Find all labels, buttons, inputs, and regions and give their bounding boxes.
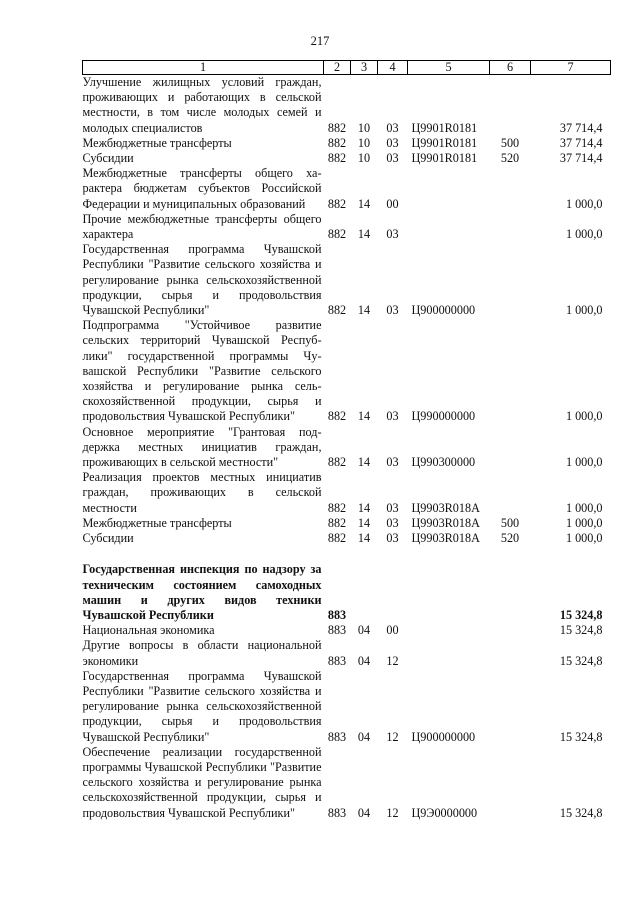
row-target-article: Ц9903R018A — [411, 500, 480, 515]
row-name: Реализация проектов местных инициатив граждан, проживающих в сельской местности — [82, 470, 322, 515]
header-cell-7: 7 — [531, 61, 611, 75]
row-expense-type — [490, 638, 531, 668]
budget-table — [82, 60, 611, 821]
row-section-code: 14 — [357, 515, 371, 530]
row-target-article: Ц9901R0181 — [411, 135, 478, 150]
row-amount: 1 000,0 — [565, 515, 603, 530]
row-subsection-code: 03 — [386, 135, 399, 150]
row-section-code: 10 — [357, 151, 371, 166]
table-row — [83, 166, 611, 212]
row-name: Межбюджетные трансферты — [82, 135, 232, 150]
row-section-code: 14 — [357, 531, 371, 546]
row-section-code: 14 — [357, 227, 371, 242]
table-body — [83, 75, 611, 821]
row-expense-type — [490, 745, 531, 821]
header-cell-4: 4 — [378, 61, 408, 75]
row-name: Обеспечение реализации государственной программы Чувашской Республики "Развитие сельского хозяйства и регулирование рынка сельскохозяйственной продукции, сырья и продовольствия Чувашской Республики" — [82, 744, 322, 820]
row-target-article — [408, 623, 490, 638]
row-name: Субсидии — [82, 151, 134, 166]
table-row — [83, 531, 611, 546]
row-amount: 15 324,8 — [559, 607, 603, 622]
row-expense-type — [490, 242, 531, 318]
row-ministry-code: 882 — [327, 531, 347, 546]
row-target-article — [408, 212, 490, 242]
header-cell-1: 1 — [83, 61, 324, 75]
row-target-article — [408, 638, 490, 668]
row-amount: 1 000,0 — [565, 409, 603, 424]
row-target-article: Ц9Э0000000 — [411, 805, 478, 820]
row-subsection-code: 03 — [386, 515, 399, 530]
row-amount: 1 000,0 — [565, 227, 603, 242]
table-row — [83, 562, 611, 623]
row-target-article — [408, 562, 490, 623]
row-section-code: 14 — [357, 303, 371, 318]
table-row — [83, 669, 611, 745]
page-number: 217 — [310, 34, 330, 48]
row-amount: 15 324,8 — [559, 653, 603, 668]
row-target-article: Ц9903R018A — [411, 531, 480, 546]
row-target-article: Ц9901R0181 — [411, 120, 478, 135]
table-row — [83, 151, 611, 166]
row-target-article: Ц900000000 — [411, 729, 476, 744]
row-ministry-code: 882 — [327, 500, 347, 515]
row-section-code: 04 — [357, 729, 371, 744]
row-expense-type — [490, 425, 531, 471]
row-expense-type — [490, 623, 531, 638]
table-row — [83, 470, 611, 516]
row-amount: 15 324,8 — [559, 729, 603, 744]
row-subsection-code: 03 — [386, 500, 399, 515]
table-row — [83, 318, 611, 424]
row-subsection-code: 00 — [386, 623, 399, 638]
row-section-code: 10 — [357, 120, 371, 135]
row-amount: 15 324,8 — [559, 623, 603, 638]
table-spacer-row — [83, 546, 611, 562]
row-expense-type: 500 — [500, 135, 520, 150]
row-section-code: 04 — [357, 623, 371, 638]
row-subsection-code: 03 — [386, 151, 399, 166]
row-section-code: 14 — [357, 500, 371, 515]
row-target-article: Ц9901R0181 — [411, 151, 478, 166]
row-ministry-code: 882 — [327, 227, 347, 242]
row-ministry-code: 882 — [327, 303, 347, 318]
row-ministry-code: 883 — [327, 729, 347, 744]
row-subsection-code: 00 — [386, 196, 399, 211]
row-ministry-code: 882 — [327, 409, 347, 424]
row-name: Субсидии — [82, 531, 134, 546]
table-row — [83, 516, 611, 531]
spacer-cell — [83, 546, 611, 562]
row-name: Межбюджетные трансферты — [82, 515, 232, 530]
table-row — [83, 745, 611, 821]
row-amount: 1 000,0 — [565, 455, 603, 470]
row-name: Государственная программа Чувашской Республики "Развитие сельского хозяйства и регулирование рынка сельскохозяйственной продукции, сырья и продовольствия Чувашской Республики" — [82, 668, 322, 744]
row-expense-type — [490, 562, 531, 623]
row-amount: 1 000,0 — [565, 531, 603, 546]
row-target-article — [408, 166, 490, 212]
row-expense-type: 520 — [500, 531, 520, 546]
row-ministry-code: 883 — [327, 607, 347, 622]
row-amount: 15 324,8 — [559, 805, 603, 820]
row-ministry-code: 883 — [327, 623, 347, 638]
row-name: Прочие межбюджетные трансферты общего характера — [82, 211, 322, 242]
row-ministry-code: 882 — [327, 455, 347, 470]
table-row — [83, 242, 611, 318]
row-subsection-code: 03 — [386, 303, 399, 318]
row-amount: 1 000,0 — [565, 303, 603, 318]
row-section-code: 14 — [357, 455, 371, 470]
row-name: Другие вопросы в области национальной экономики — [82, 638, 322, 668]
table-row — [83, 136, 611, 151]
row-subsection-code: 03 — [386, 227, 399, 242]
header-cell-5: 5 — [408, 61, 490, 75]
row-expense-type — [490, 75, 531, 136]
table-row — [83, 425, 611, 471]
row-section-code: 14 — [357, 196, 371, 211]
row-expense-type — [490, 166, 531, 212]
row-expense-type — [490, 318, 531, 424]
header-cell-6: 6 — [490, 61, 531, 75]
row-section-code: 10 — [357, 135, 371, 150]
row-ministry-code: 882 — [327, 135, 347, 150]
row-target-article: Ц990300000 — [411, 455, 476, 470]
row-subsection-code: 03 — [386, 120, 399, 135]
row-section-code: 04 — [357, 805, 371, 820]
row-amount: 1 000,0 — [565, 500, 603, 515]
row-subsection-code — [378, 562, 408, 623]
row-target-article: Ц990000000 — [411, 409, 476, 424]
table-row — [83, 638, 611, 668]
row-name: Основное мероприятие "Грантовая поддержка местных инициатив граждан, проживающих в сельской местности" — [82, 424, 322, 470]
row-expense-type: 520 — [500, 151, 520, 166]
row-amount: 37 714,4 — [559, 151, 603, 166]
row-expense-type — [490, 669, 531, 745]
row-section-code — [351, 562, 378, 623]
row-ministry-code: 882 — [327, 515, 347, 530]
row-subsection-code: 12 — [386, 653, 399, 668]
row-section-code: 04 — [357, 653, 371, 668]
row-amount: 37 714,4 — [559, 120, 603, 135]
row-expense-type — [490, 212, 531, 242]
row-name: Улучшение жилищных условий граждан, проживающих и работающих в сельской местности, в том числе молодых семей и молодых специалистов — [82, 75, 322, 135]
row-expense-type — [490, 470, 531, 516]
row-amount: 1 000,0 — [565, 196, 603, 211]
row-amount: 37 714,4 — [559, 135, 603, 150]
row-ministry-code: 882 — [327, 151, 347, 166]
table-row — [83, 75, 611, 136]
header-cell-3: 3 — [351, 61, 378, 75]
row-section-code: 14 — [357, 409, 371, 424]
table-header — [83, 61, 611, 75]
row-subsection-code: 12 — [386, 805, 399, 820]
row-name: Межбюджетные трансферты общего характера бюджетам субъектов Российской Федерации и муниципальных образований — [82, 166, 322, 211]
row-ministry-code: 882 — [327, 120, 347, 135]
row-subsection-code: 12 — [386, 729, 399, 744]
row-subsection-code: 03 — [386, 409, 399, 424]
row-target-article: Ц900000000 — [411, 303, 476, 318]
row-subsection-code: 03 — [386, 455, 399, 470]
row-name: Государственная инспекция по надзору за техническим состоянием самоходных машин и других видов техники Чувашской Республики — [82, 562, 322, 622]
row-ministry-code: 882 — [327, 196, 347, 211]
row-expense-type: 500 — [500, 515, 520, 530]
row-ministry-code: 883 — [327, 653, 347, 668]
row-target-article: Ц9903R018A — [411, 515, 480, 530]
row-ministry-code: 883 — [327, 805, 347, 820]
header-cell-2: 2 — [324, 61, 351, 75]
row-name: Государственная программа Чувашской Республики "Развитие сельского хозяйства и регулирование рынка сельскохозяйственной продукции, сырья и продовольствия Чувашской Республики" — [82, 242, 322, 318]
row-name: Национальная экономика — [82, 623, 215, 638]
table-row — [83, 623, 611, 638]
row-subsection-code: 03 — [386, 531, 399, 546]
table-row — [83, 212, 611, 242]
row-name: Подпрограмма "Устойчивое развитие сельских территорий Чувашской Республики" государственной программы Чувашской Республики "Развитие сельского хозяйства и регулирование рынка сельскохозяйственной продукции, сырья и продовольствия Чувашской Республики" — [82, 318, 322, 424]
